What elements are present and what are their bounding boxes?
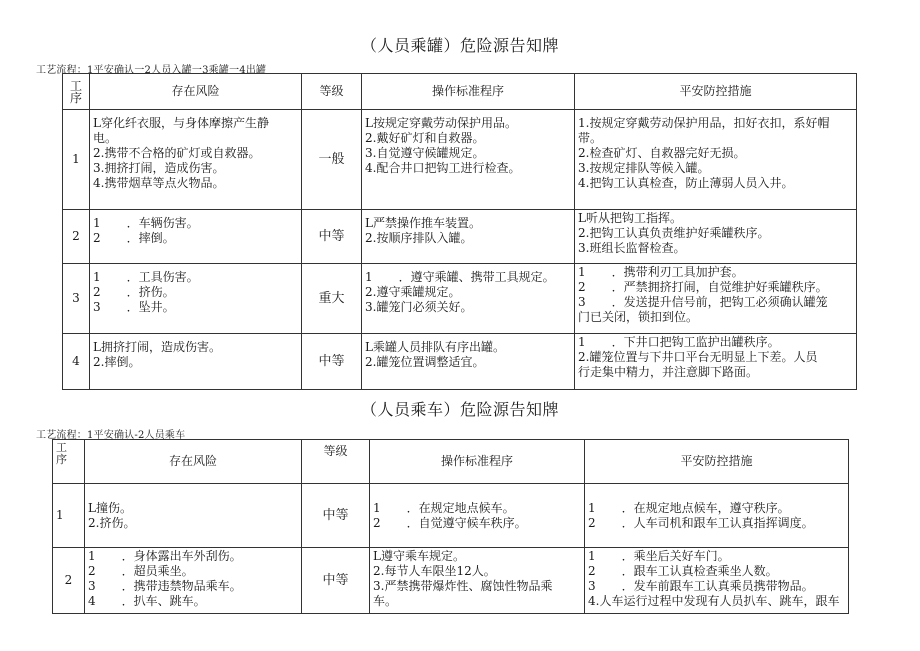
row-measures: 1 ．携带利刃工具加护套。 2 ．严禁拥挤打闹，自觉维护好乘罐秩序。 3 ．发送提升信号前，把钩工必须确认罐笼 门已关闭，锁扣到位。 xyxy=(575,264,857,334)
row-seq: 2 xyxy=(63,210,90,264)
section1-process-flow: 工艺流程：1平安确认一2人员入罐一3乘罐一4出罐 xyxy=(36,65,267,76)
row-level: 一般 xyxy=(302,110,362,210)
section2-title: （人员乘车）危险源告知牌 xyxy=(360,400,559,419)
row-procedure: L严禁操作推车装置。 2.按顺序排队入罐。 xyxy=(362,210,575,264)
header-level: 等级 xyxy=(302,440,370,484)
table-row xyxy=(63,264,857,334)
section2-process-flow: 工艺流程：1平安确认-2人员乘车 xyxy=(36,430,186,441)
row-measures: L听从把钩工指挥。 2.把钩工认真负责维护好乘罐秩序。 3.班组长监督检查。 xyxy=(575,210,857,264)
header-level: 等级 xyxy=(302,74,362,110)
row-level: 中等 xyxy=(302,210,362,264)
row-seq: 4 xyxy=(63,334,90,390)
row-procedure: 1 ．在规定地点候车。 2 ．自觉遵守候车秩序。 xyxy=(370,484,585,548)
row-procedure: 1 ．遵守乘罐、携带工具规定。 2.遵守乘罐规定。 3.罐笼门必须关好。 xyxy=(362,264,575,334)
row-risk: L穿化纤衣服，与身体摩擦产生静 电。 2.携带不合格的矿灯或自救器。 3.拥挤打闹，造成伤害。 4.携带烟草等点火物品。 xyxy=(90,110,302,210)
table-row xyxy=(53,484,849,548)
row-seq: 1 xyxy=(63,110,90,210)
header-measures: 平安防控措施 xyxy=(575,74,857,110)
row-risk: L撞伤。 2.挤伤。 xyxy=(85,484,302,548)
row-procedure: L遵守乘车规定。 2.每节人车限坐12人。 3.严禁携带爆炸性、腐蚀性物品乘 车。 xyxy=(370,548,585,614)
row-level: 中等 xyxy=(302,548,370,614)
header-procedure: 操作标准程序 xyxy=(370,440,585,484)
row-level: 中等 xyxy=(302,484,370,548)
row-measures: 1 ．乘坐后关好车门。 2 ．跟车工认真检查乘坐人数。 3 ．发车前跟车工认真乘员携带物品。 4.人车运行过程中发现有人员扒车、跳车，跟车 xyxy=(585,548,849,614)
row-risk: 1 ．车辆伤害。 2 ．摔倒。 xyxy=(90,210,302,264)
section2-hazard-table xyxy=(52,439,849,614)
row-risk: L拥挤打闹，造成伤害。 2.摔倒。 xyxy=(90,334,302,390)
header-seq: 工 序 xyxy=(53,440,85,484)
row-risk: 1 ．工具伤害。 2 ．挤伤。 3 ．坠井。 xyxy=(90,264,302,334)
section1-hazard-table xyxy=(62,73,857,390)
row-measures: 1 ．下井口把钩工监护出罐秩序。 2.罐笼位置与下井口平台无明显上下差。人员 行走集中精力，并注意脚下路面。 xyxy=(575,334,857,390)
header-seq: 工 序 xyxy=(63,74,90,110)
row-measures: 1.按规定穿戴劳动保护用品，扣好衣扣，系好帽 带。 2.检查矿灯、自救器完好无损。 3.按规定排队等候入罐。 4.把钩工认真检查，防止薄弱人员入井。 xyxy=(575,110,857,210)
row-risk: 1 ．身体露出车外刮伤。 2 ．超员乘坐。 3 ．携带违禁物品乘车。 4 ．扒车、跳车。 xyxy=(85,548,302,614)
row-procedure: L乘罐人员排队有序出罐。 2.罐笼位置调整适宜。 xyxy=(362,334,575,390)
row-level: 重大 xyxy=(302,264,362,334)
header-risk: 存在风险 xyxy=(85,440,302,484)
row-measures: 1 ．在规定地点候车，遵守秩序。 2 ．人车司机和跟车工认真指挥调度。 xyxy=(585,484,849,548)
row-level: 中等 xyxy=(302,334,362,390)
row-seq: 3 xyxy=(63,264,90,334)
row-seq: 1 xyxy=(53,484,85,548)
header-measures: 平安防控措施 xyxy=(585,440,849,484)
table-row xyxy=(53,548,849,614)
table-row xyxy=(63,334,857,390)
section1-title: （人员乘罐）危险源告知牌 xyxy=(360,36,559,55)
table-row xyxy=(63,210,857,264)
section2-header-row xyxy=(53,440,849,484)
row-seq: 2 xyxy=(53,548,85,614)
header-risk: 存在风险 xyxy=(90,74,302,110)
table-row xyxy=(63,110,857,210)
row-procedure: L按规定穿戴劳动保护用品。 2.戴好矿灯和自救器。 3.自觉遵守候罐规定。 4.配合井口把钩工进行检查。 xyxy=(362,110,575,210)
section1-header-row xyxy=(63,74,857,110)
header-procedure: 操作标准程序 xyxy=(362,74,575,110)
